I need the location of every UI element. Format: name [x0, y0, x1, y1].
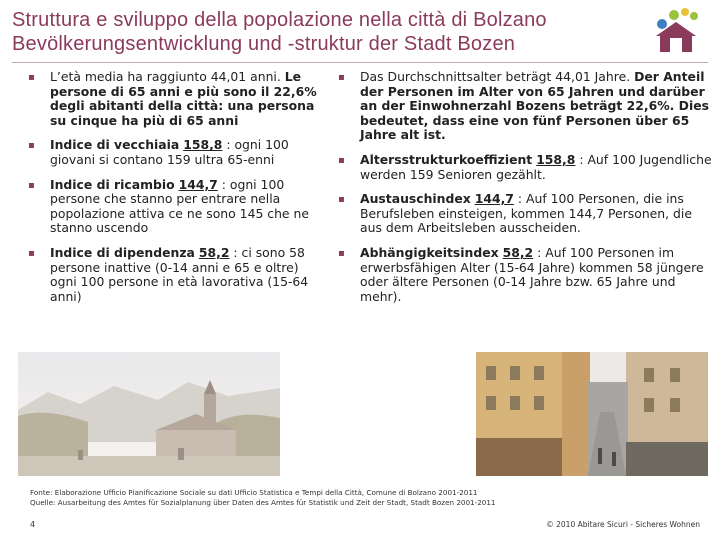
replacement-index-value: 144,7 [474, 191, 514, 207]
list-item [338, 192, 712, 236]
average-age-text: Das Durchschnittsalter beträgt 44,01 Jahre. [360, 69, 631, 84]
title-german: Bevölkerungsentwicklung und -struktur der Stadt Bozen [12, 33, 516, 55]
bolzano-street-photo [476, 352, 708, 476]
bullet-icon: ▪ [28, 72, 35, 83]
replacement-index-desc: : ogni 100 persone che stanno per entrare nella popolazione attiva ce ne sono 145 che ne stanno uscendo [50, 176, 309, 236]
list-item [28, 138, 328, 167]
dependency-index-term: Abhängigkeitsindex [360, 244, 499, 260]
dependency-index-term: Indice di dipendenza [50, 244, 195, 260]
dependency-index-desc: : Auf 100 Personen im erwerbsfähigen Alter (15-64 Jahre) kommen 58 jüngere oder ältere Personen (0-14 Jahre bzw. 65 Jahre und mehr). [360, 244, 704, 304]
elderly-share-text: Der Anteil der Personen im Alter von 65 Jahren und darüber an der Einwohnerzahl Bozens beträgt 22,6%. Dies bedeutet, dass eine von fünf Personen über 65 Jahre alt ist. [360, 69, 709, 143]
source-german: Quelle: Ausarbeitung des Amtes für Sozialplanung über Daten des Amtes für Statistik und Zeit der Stadt, Stadt Bozen 2001-2011 [30, 498, 496, 507]
bullet-icon: ▪ [338, 72, 345, 83]
source-italian: Fonte: Elaborazione Ufficio Pianificazione Sociale su dati Ufficio Statistica e Tempi della Città, Comune di Bolzano 2001-2011 [30, 488, 478, 497]
aging-index-desc: : Auf 100 Jugendliche werden 159 Senioren gezählt. [360, 151, 712, 182]
list-item [338, 153, 712, 182]
replacement-index-desc: : Auf 100 Personen, die ins Berufsleben einsteigen, kommen 144,7 Personen, die aus dem Arbeitsleben ausscheiden. [360, 191, 692, 236]
dependency-index-value: 58,2 [502, 244, 534, 260]
bullet-icon: ▪ [338, 154, 345, 166]
bullet-icon: ▪ [28, 247, 35, 259]
house-logo-icon [652, 6, 704, 54]
page-number: 4 [30, 520, 36, 529]
dependency-index-value: 58,2 [198, 244, 230, 260]
dependency-index-desc: : ci sono 58 persone inattive (0-14 anni e 65 e oltre) ogni 100 persone in età lavorativa (15-64 anni) [50, 244, 309, 304]
replacement-index-value: 144,7 [178, 176, 218, 192]
average-age-text: L’età media ha raggiunto 44,01 anni. [50, 69, 281, 84]
list-item [28, 70, 328, 128]
page-title [12, 8, 632, 56]
italian-column [28, 70, 328, 314]
german-column [338, 70, 712, 314]
aging-index-term: Indice di vecchiaia [50, 137, 180, 153]
replacement-index-term: Indice di ricambio [50, 176, 175, 192]
list-item [28, 246, 328, 304]
aging-index-value: 158,8 [536, 151, 576, 167]
list-item [338, 246, 712, 304]
copyright-text: © 2010 Abitare Sicuri - Sicheres Wohnen [546, 520, 700, 529]
elderly-share-text: Le persone di 65 anni e più sono il 22,6% degli abitanti della città: una persona su cinque ha più di 65 anni [50, 69, 317, 128]
aging-index-value: 158,8 [183, 137, 223, 153]
bullet-icon: ▪ [28, 140, 35, 152]
replacement-index-term: Austauschindex [360, 191, 471, 207]
source-note [30, 488, 690, 508]
list-item [28, 178, 328, 236]
bullet-icon: ▪ [338, 247, 345, 259]
list-item [338, 70, 712, 143]
title-divider [12, 62, 708, 63]
bullet-icon: ▪ [28, 179, 35, 191]
bolzano-square-photo [18, 352, 280, 476]
aging-index-desc: : ogni 100 giovani si contano 159 ultra 65-enni [50, 137, 289, 167]
aging-index-term: Altersstrukturkoeffizient [360, 151, 533, 167]
bullet-icon: ▪ [338, 194, 345, 206]
title-italian: Struttura e sviluppo della popolazione nella città di Bolzano [12, 9, 547, 31]
